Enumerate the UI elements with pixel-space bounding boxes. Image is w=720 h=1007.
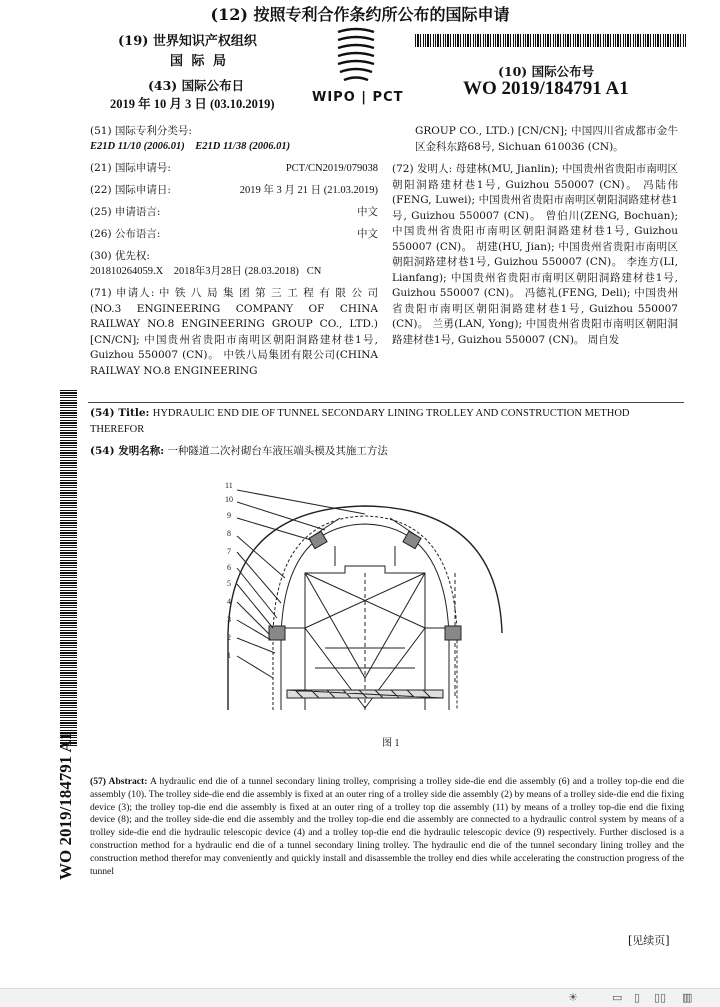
single-page-icon[interactable]: ▯ — [634, 991, 641, 1004]
title-en-label: (54) Title: — [90, 407, 150, 419]
section-divider — [88, 402, 684, 403]
appdate-label: (22) 国际申请日: — [90, 184, 171, 196]
tunnel-trolley-figure — [215, 478, 515, 726]
applicant-continued: GROUP CO., LTD.) [CN/CN]; 中国四川省成都市金牛区金科东路68号, Sichuan 610036 (CN)。 — [415, 125, 678, 153]
fig-label-6: 6 — [227, 563, 231, 572]
continued-note: [见续页] — [628, 934, 670, 947]
pub-lang-value: 中文 — [357, 228, 378, 240]
pubno-label: (10) 国际公布号 — [498, 64, 595, 79]
pubdate-label: (43) 国际公布日 — [148, 78, 245, 93]
title-cn-label: (54) 发明名称: — [90, 445, 165, 457]
applicant-text: 中 铁 八 局 集 团 第 三 工 程 有 限 公 司 (NO.3 ENGINEERING COMPANY OF CHINA RAILWAY NO.8 ENGINEERING GROUP CO., LTD.) [CN/CN]; 中国贵州省贵阳市南明区朝阳洞路建材巷1号, Guizhou 550007 (CN)。 中铁八局集团有限公司(CHINA RAILWAY NO.8 ENGINEERING — [90, 287, 378, 377]
title-cn: 一种隧道二次衬砌台车液压端头模及其施工方法 — [167, 445, 388, 457]
inventor-block — [392, 162, 678, 348]
filing-lang-row — [90, 205, 378, 220]
filing-lang-label: (25) 申请语言: — [90, 206, 161, 218]
ipc-row — [90, 124, 378, 154]
filing-lang-value: 中文 — [357, 206, 378, 218]
appdate-row — [90, 183, 378, 198]
wipo-pct-logo-text: WIPO | PCT — [312, 90, 404, 105]
abstract-text: A hydraulic end die of a tunnel secondary lining trolley, comprising a trolley side-die end die assembly (6) and a trolley top-die end die assembly (10). The trolley side-die end die assembly is fixed at an outer ring of a trolley side die assembly (2) by means of a trolley side-die end die fixing device (3); the trolley top-die end die assembly is fixed at an outer ring of a trolley top die assembly (11) by means of a trolley top-die end die fixing device (8); and the trolley side-die end die assembly and the trolley top-die end die assembly are connected to a hydraulic control system by means of a trolley side-die end die hydraulic telescopic device (4) and a trolley top-die end die hydraulic telescopic device (9) respectively. Further disclosed is a construction method for a hydraulic end die of a tunnel secondary lining trolley. The hydraulic end die of the tunnel secondary lining trolley and the construction method therefor may conveniently and quickly install and disassemble the trolley end dies while accelerating the construction progress of the tunnel — [90, 776, 684, 877]
priority-value: 201810264059.X 2018年3月28日 (28.03.2018) CN — [90, 266, 322, 277]
appdate-value: 2019 年 3 月 21 日 (21.03.2019) — [239, 185, 378, 196]
fig-label-11: 11 — [225, 481, 233, 490]
fig-label-2: 2 — [227, 633, 231, 642]
org-bureau: 国 际 局 — [170, 54, 229, 69]
wipo-globe-logo — [334, 24, 378, 88]
abstract-label: (57) Abstract: — [90, 776, 148, 787]
fit-page-icon[interactable]: ▭ — [612, 991, 623, 1004]
book-view-icon[interactable]: ▯▯ — [654, 991, 667, 1004]
priority-label: (30) 优先权: — [90, 250, 150, 262]
pubno-value: WO 2019/184791 A1 — [463, 78, 629, 99]
title-cn-block — [90, 444, 685, 460]
appno-value: PCT/CN2019/079038 — [285, 163, 378, 174]
document-title: (12) 按照专利合作条约所公布的国际申请 — [210, 5, 510, 24]
appno-row — [90, 161, 378, 176]
abstract-block — [90, 776, 684, 878]
ipc-label: (51) 国际专利分类号: — [90, 125, 192, 137]
inventor-label: (72) 发明人: — [392, 163, 453, 175]
title-en: HYDRAULIC END DIE OF TUNNEL SECONDARY LINING TROLLEY AND CONSTRUCTION METHOD THEREFOR — [90, 408, 630, 435]
fig-label-8: 8 — [227, 529, 231, 538]
fig-label-10: 10 — [225, 495, 233, 504]
double-page-icon[interactable]: ▥ — [682, 991, 693, 1004]
inventor-text: 母建林(MU, Jianlin); 中国贵州省贵阳市南明区朝阳洞路建材巷1号, Guizhou 550007 (CN)。 冯陆伟(FENG, Luwei); 中国贵州省贵阳市南明区朝阳洞路建材巷1号, Guizhou 550007 (CN)。 曾伯川(ZENG, Bochuan); 中国贵州省贵阳市南明区朝阳洞路建材巷1号, Guizhou 550007 (CN)。 胡建(HU, Jian); 中国贵州省贵阳市南明区朝阳洞路建材巷1号, Guizhou 550007 (CN)。 李连方(LI, Lianfang); 中国贵州省贵阳市南明区朝阳洞路建材巷1号, Guizhou 550007 (CN)。 冯德礼(FENG, Deli); 中国贵州省贵阳市南明区朝阳洞路建材巷1号, Guizhou 550007 (CN)。 兰勇(LAN, Yong); 中国贵州省贵阳市南明区朝阳洞路建材巷1号, Guizhou 550007 (CN)。 周自发 — [392, 163, 678, 346]
ipc-value: E21D 11/10 (2006.01) E21D 11/38 (2006.01) — [90, 141, 291, 152]
applicant-block — [90, 286, 378, 379]
appno-label: (21) 国际申请号: — [90, 162, 171, 174]
fig-label-4: 4 — [227, 597, 231, 606]
fig-label-7: 7 — [227, 547, 231, 556]
fig-label-9: 9 — [227, 511, 231, 520]
priority-row — [90, 249, 378, 279]
pub-lang-label: (26) 公布语言: — [90, 228, 161, 240]
title-en-block — [90, 406, 685, 437]
pub-lang-row — [90, 227, 378, 242]
org-name: (19) 世界知识产权组织 — [118, 34, 257, 49]
fig-label-3: 3 — [227, 615, 231, 624]
figure-caption: 图 1 — [382, 738, 400, 749]
applicant-label: (71) 申请人: — [90, 287, 155, 299]
brightness-icon[interactable]: ☀ — [568, 991, 578, 1004]
fig-label-5: 5 — [227, 579, 231, 588]
fig-label-1: 1 — [227, 651, 231, 660]
pubdate-value: 2019 年 10 月 3 日 (03.10.2019) — [110, 97, 275, 111]
barcode-top — [415, 34, 687, 47]
